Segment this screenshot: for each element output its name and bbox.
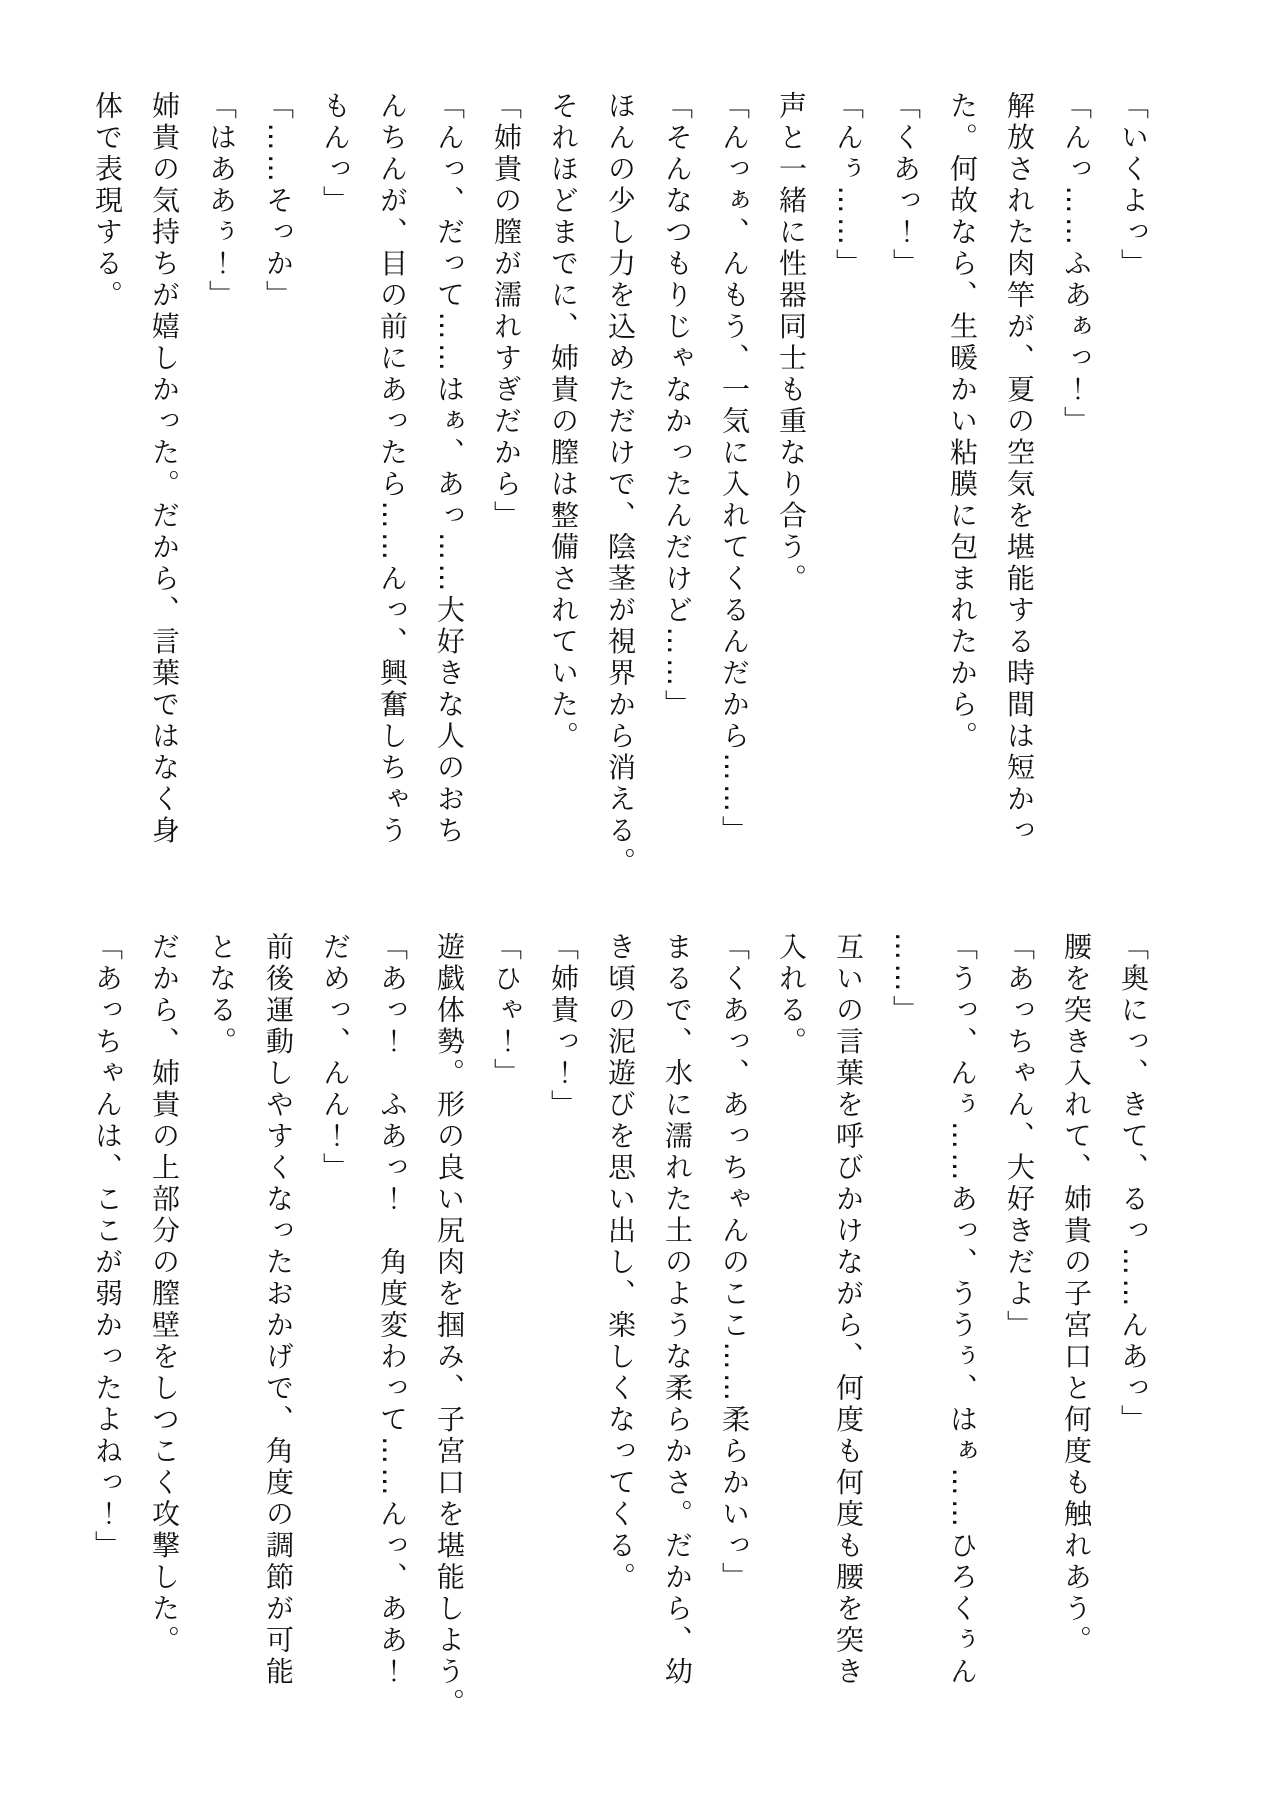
text-line: だめっ、んん！」 (319, 932, 352, 1184)
text-line: 声と一緒に性器同士も重なり合う。 (775, 91, 808, 595)
text-line: だから、姉貴の上部分の膣壁をしつこく攻撃した。 (148, 932, 181, 1657)
text-line: 「あっ！ ふあっ！ 角度変わって……んっ、ああ！ (376, 932, 409, 1688)
text-line: き頃の泥遊びを思い出し、楽しくなってくる。 (604, 932, 637, 1594)
text-line: 体で表現する。 (91, 91, 124, 312)
text-line: 「くあっ、あっちゃんのここ……柔らかいっ」 (718, 932, 751, 1594)
text-line: 「ひゃ！」 (490, 932, 523, 1090)
text-line: 「姉貴の膣が濡れすぎだから」 (490, 91, 523, 532)
text-line: 腰を突き入れて、姉貴の子宮口と何度も触れあう。 (1060, 932, 1093, 1657)
text-line: 「くあっ！」 (889, 91, 922, 280)
text-line: それほどまでに、姉貴の膣は整備されていた。 (547, 91, 580, 753)
text-line: 入れる。 (775, 932, 808, 1058)
text-line: 姉貴の気持ちが嬉しかった。だから、言葉ではなく身 (148, 91, 181, 847)
text-line: 「あっちゃん、大好きだよ」 (1003, 932, 1036, 1342)
text-line: 互いの言葉を呼びかけながら、何度も何度も腰を突き (832, 932, 865, 1688)
text-line: まるで、水に濡れた土のような柔らかさ。だから、幼 (661, 932, 694, 1688)
text-line: 「……そっか」 (262, 91, 295, 312)
text-line: 「んっぁ、んもう、一気に入れてくるんだから……」 (718, 91, 751, 847)
text-line: 解放された肉竿が、夏の空気を堪能する時間は短かっ (1003, 91, 1036, 847)
text-line: 「あっちゃんは、ここが弱かったよねっ！」 (91, 932, 124, 1562)
text-line: 「うっ、んぅ……あっ、ううぅ、はぁ……ひろくぅん (946, 932, 979, 1688)
text-line: 「んっ、だって……はぁ、あっ……大好きな人のおち (433, 91, 466, 847)
text-line: た。何故なら、生暖かい粘膜に包まれたから。 (946, 91, 979, 753)
text-line: 「奥にっ、きて、るっ……んあっ」 (1117, 932, 1150, 1436)
text-line: 「はああぅ！」 (205, 91, 238, 312)
text-line: 前後運動しやすくなったおかげで、角度の調節が可能 (262, 932, 295, 1688)
text-line: んちんが、目の前にあったら……んっ、興奮しちゃう (376, 91, 409, 847)
upper-text-block (79, 91, 1162, 883)
text-line: 遊戯体勢。形の良い尻肉を掴み、子宮口を堪能しよう。 (433, 932, 466, 1720)
text-line: となる。 (205, 932, 238, 1058)
text-line: ほんの少し力を込めただけで、陰茎が視界から消える。 (604, 91, 637, 879)
text-line: ……」 (889, 932, 922, 1027)
text-line: 「んっ……ふあぁっ！」 (1060, 91, 1093, 438)
text-line: もんっ」 (319, 91, 352, 217)
text-line: 「そんなつもりじゃなかったんだけど……」 (661, 91, 694, 721)
text-line: 「いくよっ」 (1117, 91, 1150, 280)
lower-text-block (79, 932, 1162, 1724)
text-line: 「んぅ……」 (832, 91, 865, 280)
text-line: 「姉貴っ！」 (547, 932, 580, 1121)
